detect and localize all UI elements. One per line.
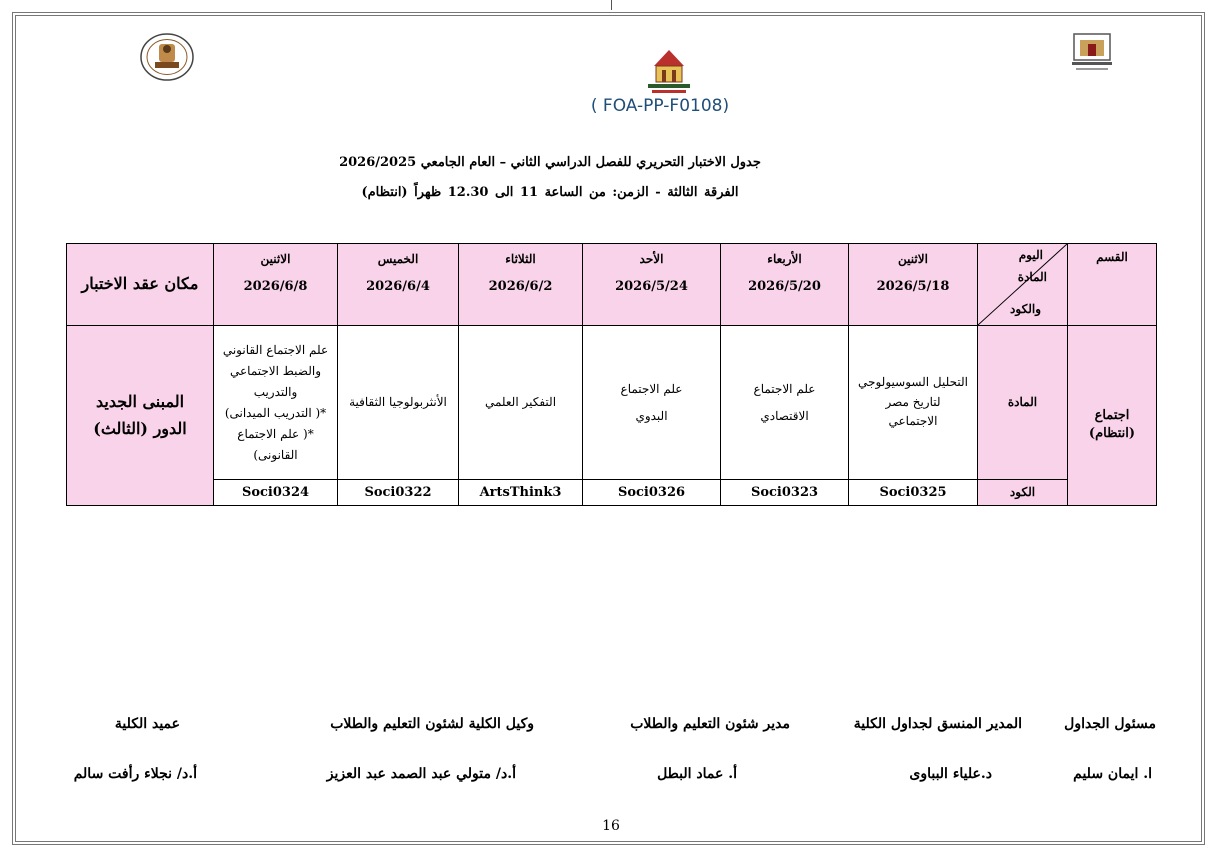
exam-day-header: الاثنين 2026/6/8 <box>214 244 338 326</box>
signature-role: عميد الكلية <box>114 716 180 732</box>
department-cell: اجتماع (انتظام) <box>1068 326 1157 506</box>
signature-name: أ.د/ متولي عبد الصمد عبد العزيز <box>326 766 516 782</box>
exam-day-header: الأحد 2026/5/24 <box>583 244 721 326</box>
code-row-label: الكود <box>978 480 1068 506</box>
exam-code-cell: Soci0324 <box>214 480 338 506</box>
exam-code-cell: Soci0326 <box>583 480 721 506</box>
page-top-tick <box>611 0 612 10</box>
schedule-title: جدول الاختبار التحريري للفصل الدراسي الثاني – العام الجامعي 2026/2025 <box>339 155 761 170</box>
signature-name: د.علياء البباوى <box>909 766 992 782</box>
exam-subject-cell: علم الاجتماع الاقتصادي <box>721 326 849 480</box>
diag-day-label: اليوم <box>1018 248 1043 262</box>
signature-name: أ.د/ نجلاء رأفت سالم <box>73 766 197 782</box>
exam-day-header: الاثنين 2026/5/18 <box>849 244 978 326</box>
page-number: 16 <box>602 818 620 834</box>
exam-subject-cell: علم الاجتماع البدوي <box>583 326 721 480</box>
exam-subject-cell: التحليل السوسيولوجي لتاريخ مصر الاجتماعي <box>849 326 978 480</box>
signature-role: مسئول الجداول <box>1064 716 1156 732</box>
signature-role: مدير شئون التعليم والطلاب <box>630 716 790 732</box>
exam-day-header: الثلاثاء 2026/6/2 <box>459 244 583 326</box>
exam-subject-cell: الأنثربولوجيا الثقافية <box>338 326 459 480</box>
exam-subject-cell: علم الاجتماع القانوني والضبط الاجتماعي والتدريب *( التدريب الميدانى) *( علم الاجتماع القانونى) <box>214 326 338 480</box>
exam-code-cell: ArtsThink3 <box>459 480 583 506</box>
table-header-row <box>67 244 1157 326</box>
exam-place-header: مكان عقد الاختبار <box>67 244 214 326</box>
signature-name: ا. ايمان سليم <box>1073 766 1152 782</box>
diag-subject-label: المادة <box>1017 270 1047 284</box>
day-subject-code-header <box>978 244 1068 326</box>
exam-subject-cell: التفكير العلمي <box>459 326 583 480</box>
cairo-university-logo-icon <box>1068 30 1116 78</box>
exam-schedule-table <box>66 243 1157 506</box>
subject-row-label: المادة <box>978 326 1068 480</box>
exam-day-header: الأربعاء 2026/5/20 <box>721 244 849 326</box>
signature-role: وكيل الكلية لشئون التعليم والطلاب <box>330 716 534 732</box>
diag-code-label: والكود <box>1010 302 1041 316</box>
code-row <box>67 480 1157 506</box>
exam-code-cell: Soci0322 <box>338 480 459 506</box>
subject-row <box>67 326 1157 480</box>
exam-code-cell: Soci0323 <box>721 480 849 506</box>
exam-day-header: الخميس 2026/6/4 <box>338 244 459 326</box>
signature-role: المدير المنسق لجداول الكلية <box>853 716 1022 732</box>
exam-code-cell: Soci0325 <box>849 480 978 506</box>
signature-name: أ. عماد البطل <box>657 766 737 782</box>
schedule-subtitle: الفرقة الثالثة - الزمن: من الساعة 11 الى 12.30 ظهراً (انتظام) <box>361 185 739 200</box>
arts-faculty-logo-icon <box>642 48 696 96</box>
form-code: ( FOA-PP-F0108) <box>590 96 730 116</box>
faculty-seal-icon <box>139 32 195 82</box>
department-header: القسم <box>1068 244 1157 326</box>
exam-place-cell: المبنى الجديد الدور (الثالث) <box>67 326 214 506</box>
